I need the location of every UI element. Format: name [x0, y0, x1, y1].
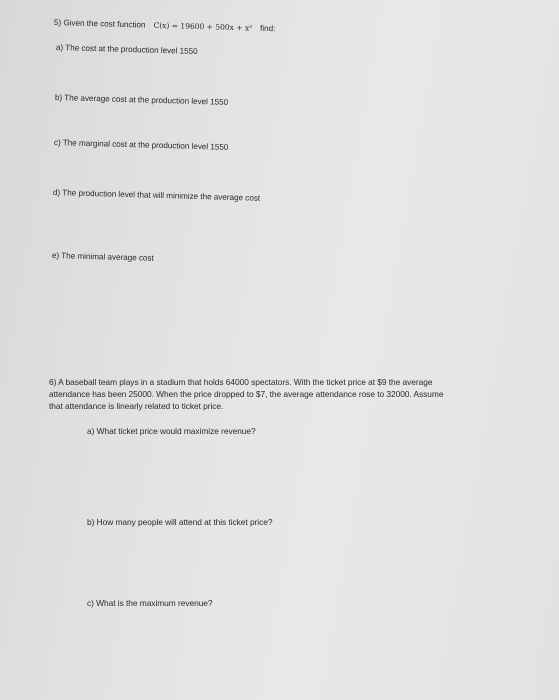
- problem-6-part-b: b) How many people will attend at this ticket price?: [87, 517, 273, 527]
- problem-5-part-a: a) The cost at the production level 1550: [55, 43, 198, 56]
- problem-5-find: find:: [259, 23, 276, 34]
- problem-6-text-line-1: 6) A baseball team plays in a stadium that holds 64000 spectators. With the ticket price at $9 the average: [49, 377, 433, 387]
- problem-5-part-b: b) The average cost at the production level 1550: [54, 93, 229, 107]
- problem-5-header: [54, 18, 276, 33]
- problem-5-intro: 5) Given the cost function: [53, 18, 146, 30]
- problem-5-part-c: c) The marginal cost at the production level 1550: [53, 138, 229, 152]
- problem-5-part-e: e) The minimal average cost: [51, 251, 154, 263]
- cost-function-equation: C(x) = 19600 + 500x + x²: [153, 20, 253, 33]
- problem-6-text-line-3: that attendance is linearly related to ticket price.: [49, 401, 224, 411]
- problem-6-part-c: c) What is the maximum revenue?: [87, 598, 213, 608]
- problem-6-text-line-2: attendance has been 25000. When the price dropped to $7, the average attendance rose to 32000. Assume: [49, 389, 444, 399]
- problem-6-part-a: a) What ticket price would maximize revenue?: [87, 426, 256, 436]
- problem-5-part-d: d) The production level that will minimize the average cost: [52, 188, 261, 203]
